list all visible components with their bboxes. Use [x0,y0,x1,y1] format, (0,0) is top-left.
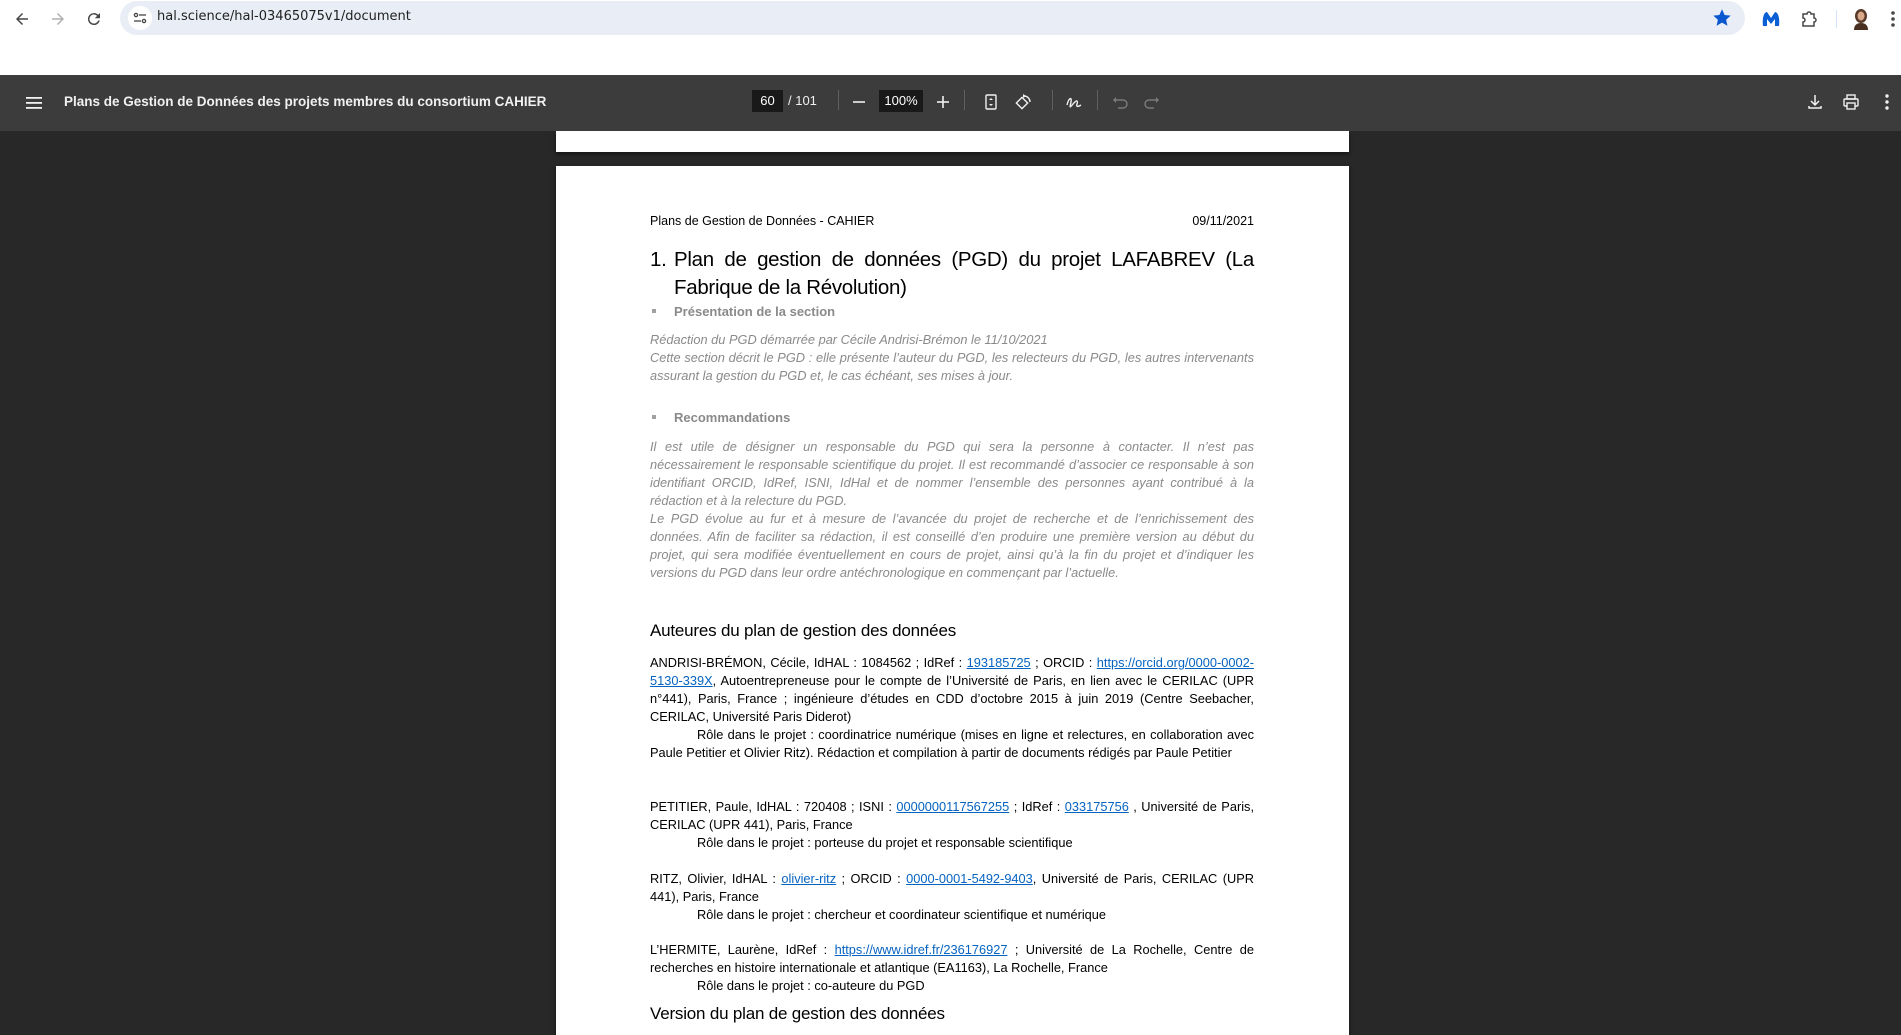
author-text: ANDRISI-BRÉMON, Cécile, IdHAL : 1084562 ; IdRef : [650,655,967,670]
subsection-title: Présentation de la section [674,304,836,319]
pdf-toolbar [0,75,1901,131]
author-entry [650,798,1254,852]
browser-toolbar [0,0,1901,38]
author-role: Rôle dans le projet : porteuse du projet et responsable scientifique [697,835,1073,850]
idref-link[interactable]: https://www.idref.fr/236176927 [834,942,1008,957]
author-affiliation: , Autoentrepreneuse pour le compte de l’Université de Paris, en lien avec le CERILAC (UPR n°441), Paris, France ; ingénieure d’études en CDD d’octobre 2015 à juin 2019 (Centre Seebacher, CERILAC, Université Paris Diderot) [650,673,1254,724]
address-bar[interactable] [120,1,1745,35]
reload-button[interactable] [80,5,108,33]
reload-icon [85,10,103,28]
author-affiliation: ; Université de La Rochelle, Centre de recherches en histoire internationale et atlantique (EA1163), La Rochelle, France [650,942,1255,975]
redo-icon [1143,93,1161,111]
annotate-button[interactable] [1061,89,1087,115]
pdf-viewer[interactable] [0,131,1901,1035]
fit-page-icon [982,93,1000,111]
page-top-spacer [0,38,1901,75]
zoom-out-button[interactable] [846,89,872,115]
idref-link[interactable]: 033175756 [1064,799,1129,814]
toolbar-separator [964,90,965,110]
bullet-icon [652,309,656,313]
zoom-out-icon [850,93,868,111]
idhal-link[interactable]: olivier-ritz [781,871,837,886]
site-info-icon[interactable] [128,6,152,30]
recommandations-text [650,438,1254,582]
page-header-title: Plans de Gestion de Données - CAHIER [650,214,875,228]
zoom-in-button[interactable] [930,89,956,115]
author-text: RITZ, Olivier, IdHAL : [650,871,782,886]
undo-icon [1111,93,1129,111]
fit-page-button[interactable] [978,89,1004,115]
recommandation-paragraph: Le PGD évolue au fur et à mesure de l’avancée du projet de recherche et de l’enrichissement des données. Afin de faciliter sa rédaction, il est conseillé d’en produire une première version au début du projet, qui sera modifiée éventuellement en cours de projet, ainsi qu’à la fin du projet et d’indiquer les versions du PGD dans leur ordre antéchronologique en commençant par l’actuelle. [650,511,1254,580]
annotate-icon [1065,93,1083,111]
rotate-button[interactable] [1010,89,1036,115]
recommandation-paragraph: Il est utile de désigner un responsable du PGD qui sera la personne à contacter. Il n’est pas nécessairement le responsable scientifique du projet. Il est recommandé d’associer ce responsable à son identifiant ORCID, IdRef, ISNI, IdHal et de nommer l’ensemble des personnes ayant contribué à la rédaction et à la relecture du PGD. [650,439,1254,508]
author-affiliation: , Université de Paris, CERILAC (UPR 441), Paris, France [650,871,1254,904]
author-role: Rôle dans le projet : coordinatrice numérique (mises en ligne et relectures, en collaboration avec Paule Petitier et Olivier Ritz). Rédaction et compilation à partir de documents rédigés par Paule Petitier [650,727,1254,760]
pdf-page [556,166,1349,1035]
subsection-presentation [674,304,835,319]
author-entry [650,941,1254,995]
download-button[interactable] [1802,89,1828,115]
undo-button[interactable] [1107,89,1133,115]
presentation-description: Cette section décrit le PGD : elle présente l’auteur du PGD, les relecteurs du PGD, les autres intervenants assurant la gestion du PGD et, le cas échéant, ses mises à jour. [650,350,1254,383]
author-text: ; IdRef : [1009,799,1065,814]
author-role: Rôle dans le projet : chercheur et coordinateur scientifique et numérique [697,907,1107,922]
author-affiliation: , Université de Paris, CERILAC (UPR 441), Paris, France [650,799,1254,832]
author-text: L’HERMITE, Laurène, IdRef : [650,942,835,957]
more-options-button[interactable] [1874,89,1900,115]
orcid-link[interactable]: https://orcid.org/0000-0002-5130-339X [650,655,1254,688]
print-button[interactable] [1838,89,1864,115]
version-heading: Version du plan de gestion des données [650,1004,945,1023]
download-icon [1806,93,1824,111]
redo-button[interactable] [1139,89,1165,115]
profile-avatar[interactable] [1848,6,1874,32]
print-icon [1842,93,1860,111]
author-entry [650,870,1254,924]
isni-link[interactable]: 0000000117567255 [896,799,1010,814]
subsection-recommandations [674,410,790,425]
author-text: ; ORCID : [836,871,907,886]
section-heading [650,246,1254,302]
section-number: 1. [650,248,667,271]
bullet-icon [652,415,656,419]
zoom-in-icon [934,93,952,111]
page-header-date: 09/11/2021 [1192,214,1254,228]
browser-menu-button[interactable] [1880,6,1901,32]
back-button[interactable] [8,5,36,33]
author-role: Rôle dans le projet : co-auteure du PGD [697,978,925,993]
section-heading-text: Plan de gestion de données (PGD) du projet LAFABREV (La Fabrique de la Révolution) [674,248,1254,299]
page-total: / 101 [788,93,817,108]
menu-icon [26,97,42,109]
zoom-level-input[interactable]: 100% [879,90,923,112]
back-icon [13,10,31,28]
extensions-puzzle-icon[interactable] [1796,6,1822,32]
orcid-link[interactable]: 0000-0001-5492-9403 [906,871,1033,886]
idref-link[interactable]: 193185725 [966,655,1031,670]
toolbar-divider [1836,10,1837,28]
presentation-text [650,331,1254,385]
url-text[interactable]: hal.science/hal-03465075v1/document [157,9,411,24]
author-text: ; ORCID : [1030,655,1097,670]
more-vert-icon [1878,93,1896,111]
authors-heading: Auteures du plan de gestion des données [650,621,956,640]
forward-icon [49,10,67,28]
previous-page [556,131,1349,152]
subsection-title: Recommandations [674,410,791,425]
presentation-line: Rédaction du PGD démarrée par Cécile Andrisi-Brémon le 11/10/2021 [650,332,1048,347]
author-text: PETITIER, Paule, IdHAL : 720408 ; ISNI : [650,799,897,814]
document-title: Plans de Gestion de Données des projets membres du consortium CAHIER [64,94,547,109]
forward-button[interactable] [44,5,72,33]
malwarebytes-extension-icon[interactable] [1758,6,1784,32]
page-number-input[interactable]: 60 [752,90,783,112]
toolbar-separator [1052,90,1053,110]
bookmark-star-icon[interactable] [1711,7,1733,29]
toolbar-separator [1097,90,1098,110]
toolbar-separator [838,90,839,110]
author-entry [650,654,1254,762]
rotate-icon [1014,93,1032,111]
more-vert-icon [1890,10,1896,28]
menu-button[interactable] [22,91,46,115]
